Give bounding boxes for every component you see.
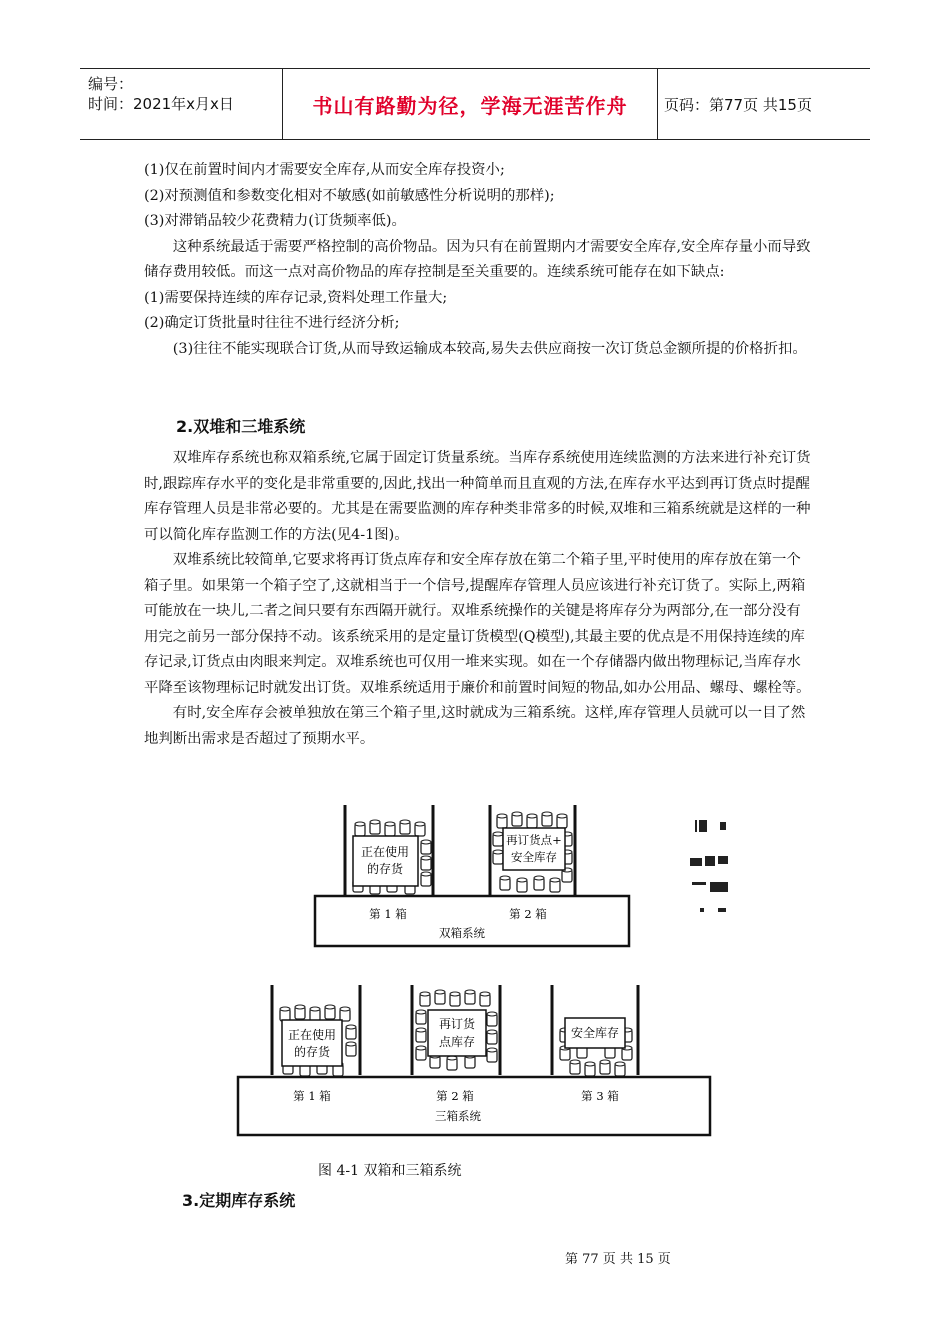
header-page-cell	[658, 69, 870, 139]
section-heading-3: 3.定期库存系统	[182, 1191, 296, 1210]
scan-artifact	[690, 800, 730, 912]
paragraph: 这种系统最适于需要严格控制的高价物品。因为只有在前置期内才需要安全库存,安全库存量小而导致储存费用较低。而这一点对高价物品的库存控制是至关重要的。连续系统可能存在如下缺点:	[144, 238, 811, 280]
three-bin-system	[238, 985, 710, 1135]
bin1-box-label-line1: 正在使用	[360, 845, 410, 859]
paragraph: 双堆系统比较简单,它要求将再订货点库存和安全库存放在第二个箱子里,平时使用的库存放在第一个箱子里。如果第一个箱子空了,这就相当于一个信号,提醒库存管理人员应该进行补充订货了。实际上,两箱可能放在一块儿,二者之间只要有东西隔开就行。双堆系统操作的关键是将库存分为两部分,在一部分没有用完之前另一部分保持不动。该系统采用的是定量订货模型(Q模型),其最主要的优点是不用保持连续的库存记录,订货点由肉眼来判定。双堆系统也可仅用一堆来实现。如在一个存储器内做出物理标记,当库存水平降至该物理标记时就发出订货。双堆系统适用于廉价和前置时间短的物品,如办公用品、螺母、螺栓等。	[144, 552, 811, 696]
two-bin-bin1-label: 第 1 箱	[369, 907, 407, 921]
three-bin2-box-label-line2: 点库存	[438, 1035, 476, 1049]
paragraph: (2)对预测值和参数变化相对不敏感(如前敏感性分析说明的那样);	[144, 187, 555, 204]
paragraph: (1)需要保持连续的库存记录,资料处理工作量大;	[144, 289, 448, 306]
paragraph: (3)对滞销品较少花费精力(订货频率低)。	[144, 213, 406, 229]
paragraph: (1)仅在前置时间内才需要安全库存,从而安全库存投资小;	[144, 162, 505, 178]
header-date: 时间：2021年x月x日	[88, 95, 234, 113]
three-bin3-box-label: 安全库存	[570, 1026, 620, 1040]
text-block-advantages	[144, 158, 814, 362]
page-footer: 第 77 页 共 15 页	[565, 1252, 671, 1267]
two-bin-system	[315, 805, 629, 946]
bin2-box-label-line2: 安全库存	[511, 850, 557, 864]
figure-bin-systems	[230, 800, 730, 1149]
three-bin-bin3-label: 第 3 箱	[581, 1089, 619, 1103]
figure-caption: 图 4-1 双箱和三箱系统	[318, 1163, 462, 1179]
paragraph: 双堆库存系统也称双箱系统,它属于固定订货量系统。当库存系统使用连续监测的方法来进行补充订货时,跟踪库存水平的变化是非常重要的,因此,找出一种简单而且直观的方法,在库存水平达到再订货点时提醒库存管理人员是非常必要的。尤其是在需要监测的库存种类非常多的时候,双堆和三箱系统就是这样的一种可以简化库存监测工作的方法(见4-1图)。	[144, 450, 811, 543]
three-bin1-box-label-line2: 的存货	[293, 1045, 331, 1059]
paragraph: (3)往往不能实现联合订货,从而导致运输成本较高,易失去供应商按一次订货总金额所提的价格折扣。	[172, 340, 807, 357]
two-bin-system-label: 双箱系统	[439, 926, 485, 940]
header-number: 编号：	[88, 75, 134, 93]
header-motto: 书山有路勤为径，学海无涯苦作舟	[312, 93, 628, 118]
three-bin1-box-label-line1: 正在使用	[287, 1028, 337, 1042]
bin-systems-diagram	[230, 800, 730, 1145]
header-meta-cell	[80, 69, 283, 139]
three-bin2-box-label-line1: 再订货	[438, 1017, 476, 1031]
header-motto-cell	[283, 69, 658, 139]
page-header	[80, 68, 870, 140]
section-heading-2: 2.双堆和三堆系统	[176, 417, 306, 436]
three-bin-bin2-label: 第 2 箱	[436, 1089, 474, 1103]
bin1-box-label-line2: 的存货	[366, 862, 404, 876]
text-block-two-bin	[144, 446, 814, 752]
header-page-code: 页码：第77页 共15页	[664, 95, 812, 114]
two-bin-bin2-label: 第 2 箱	[509, 907, 547, 921]
paragraph: (2)确定订货批量时往往不进行经济分析;	[144, 315, 400, 331]
three-bin-system-label: 三箱系统	[435, 1109, 481, 1123]
bin2-box-label-line1: 再订货点+	[506, 833, 562, 847]
paragraph: 有时,安全库存会被单独放在第三个箱子里,这时就成为三箱系统。这样,库存管理人员就可以一目了然地判断出需求是否超过了预期水平。	[144, 705, 806, 747]
three-bin-bin1-label: 第 1 箱	[293, 1089, 331, 1103]
